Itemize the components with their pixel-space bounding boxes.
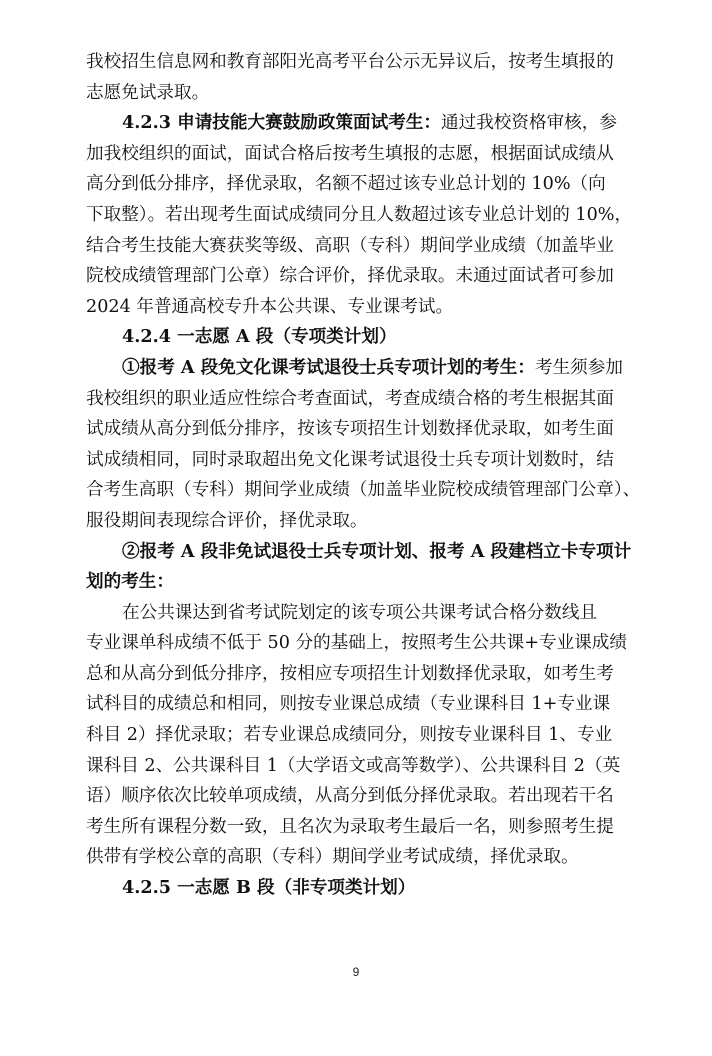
item-1-first-line: [86, 353, 642, 384]
section-4-2-3-label: 4.2.3 申请技能大赛鼓励政策面试考生：: [122, 112, 442, 134]
paragraph-text: 考生须参加: [534, 357, 623, 378]
item-2-label-line: 划的考生：: [86, 571, 174, 593]
paragraph-line: 科目 2）择优录取；若专业课总成绩同分，则按专业课科目 1、专业: [86, 725, 613, 746]
paragraph-line: 高分到低分排序，择优录取，名额不超过该专业总计划的 10%（向: [86, 174, 606, 195]
document-body: [86, 47, 642, 904]
section-4-2-3-first-line: [86, 108, 642, 139]
paragraph-line: 我校招生信息网和教育部阳光高考平台公示无异议后，按考生填报的: [86, 52, 614, 72]
paragraph-line: 在公共课达到省考试院划定的该专项公共课考试合格分数线且: [122, 602, 598, 623]
paragraph-text: 通过我校资格审核，参: [441, 113, 617, 134]
paragraph-line: 课科目 2、公共课科目 1（大学语文或高等数学）、公共课科目 2（英: [86, 755, 621, 776]
paragraph-line: 下取整）。若出现考生面试成绩同分且人数超过该专业总计划的 10%，: [86, 204, 633, 225]
paragraph-line: 专业课单科成绩不低于 50 分的基础上，按照考生公共课+专业课成绩: [86, 633, 627, 654]
paragraph-line: 加我校组织的面试，面试合格后按考生填报的志愿，根据面试成绩从: [86, 143, 614, 164]
page-number: 9: [352, 965, 360, 979]
paragraph-line: 总和从高分到低分排序，按相应专项招生计划数择优录取，如考生考: [86, 663, 614, 684]
paragraph-line: 结合考生技能大赛获奖等级、高职（专科）期间学业成绩（加盖毕业: [86, 235, 614, 256]
paragraph-line: 2024 年普通高校专升本公共课、专业课考试。: [86, 296, 454, 317]
paragraph-line: 考生所有课程分数一致，且名次为录取考生最后一名，则参照考生提: [86, 816, 614, 837]
paragraph-line: 志愿免试录取。: [86, 82, 210, 103]
item-1-label: ①报考 A 段免文化课考试退役士兵专项计划的考生：: [122, 356, 535, 378]
paragraph-line: 试成绩从高分到低分排序，按该专项招生计划数择优录取，如考生面: [86, 419, 614, 440]
section-4-2-4-heading: 4.2.4 一志愿 A 段（专项类计划）: [122, 326, 397, 348]
paragraph-line: 试科目的成绩总和相同，则按专业课总成绩（专业课科目 1+专业课: [86, 694, 611, 715]
item-2-label-line: ②报考 A 段非免试退役士兵专项计划、报考 A 段建档立卡专项计: [122, 540, 632, 562]
paragraph-line: 合考生高职（专科）期间学业成绩（加盖毕业院校成绩管理部门公章）、: [86, 480, 641, 501]
paragraph-line: 语）顺序依次比较单项成绩，从高分到低分择优录取。若出现若干名: [86, 786, 614, 807]
paragraph-line: 服役期间表现综合评价，择优录取。: [86, 510, 368, 531]
paragraph-line: 院校成绩管理部门公章）综合评价，择优录取。未通过面试者可参加: [86, 266, 614, 287]
paragraph-line: 供带有学校公章的高职（专科）期间学业考试成绩，择优录取。: [86, 847, 579, 868]
section-4-2-5-heading: 4.2.5 一志愿 B 段（非专项类计划）: [122, 877, 416, 899]
paragraph-line: 我校组织的职业适应性综合考查面试，考查成绩合格的考生根据其面: [86, 388, 614, 409]
paragraph-line: 试成绩相同，同时录取超出免文化课考试退役士兵专项计划数时，结: [86, 449, 614, 470]
